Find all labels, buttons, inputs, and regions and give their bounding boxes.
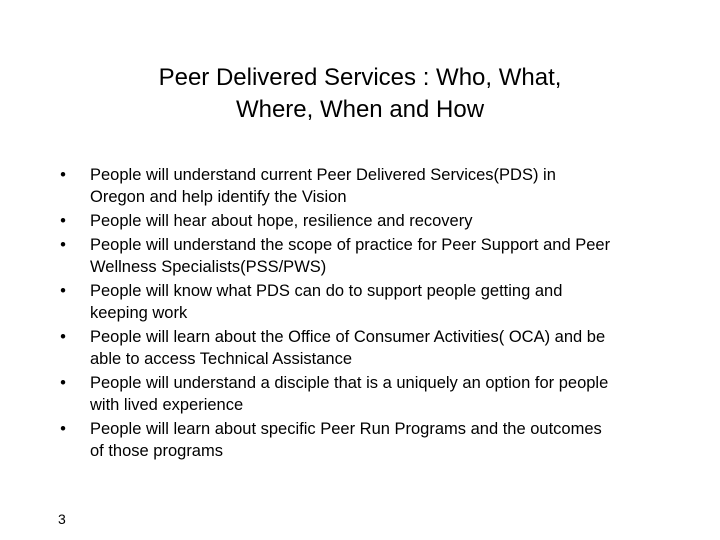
- bullet-text: Oregon and help identify the Vision: [90, 188, 347, 206]
- bullet-item: [56, 372, 676, 416]
- bullet-dot: •: [60, 420, 66, 438]
- bullet-text: of those programs: [90, 442, 223, 460]
- bullet-text: keeping work: [90, 304, 188, 322]
- page-number: 3: [58, 511, 66, 527]
- bullet-item: [56, 234, 676, 278]
- bullet-text: with lived experience: [90, 396, 244, 414]
- bullet-text: able to access Technical Assistance: [90, 350, 353, 368]
- bullet-text: People will hear about hope, resilience and recovery: [90, 212, 473, 230]
- bullet-dot: •: [60, 374, 66, 392]
- slide-title: [40, 62, 680, 126]
- bullet-item: [56, 280, 676, 324]
- bullet-text: People will understand a disciple that is a uniquely an option for people: [90, 374, 609, 392]
- bullet-dot: •: [60, 212, 66, 230]
- bullet-dot: •: [60, 282, 66, 300]
- title-line-1: Peer Delivered Services : Who, What,: [158, 64, 562, 91]
- bullet-item: [56, 210, 676, 232]
- bullet-text: People will know what PDS can do to support people getting and: [90, 282, 563, 300]
- bullet-text: People will understand the scope of practice for Peer Support and Peer: [90, 236, 611, 254]
- bullet-item: [56, 418, 676, 462]
- bullet-dot: •: [60, 328, 66, 346]
- bullet-item: [56, 164, 676, 208]
- bullet-list: [56, 164, 676, 464]
- bullet-text: People will understand current Peer Delivered Services(PDS) in: [90, 166, 556, 184]
- bullet-dot: •: [60, 166, 66, 184]
- bullet-item: [56, 326, 676, 370]
- bullet-text: People will learn about the Office of Consumer Activities( OCA) and be: [90, 328, 606, 346]
- title-line-2: Where, When and How: [235, 96, 485, 123]
- bullet-dot: •: [60, 236, 66, 254]
- bullet-text: People will learn about specific Peer Run Programs and the outcomes: [90, 420, 602, 438]
- bullet-text: Wellness Specialists(PSS/PWS): [90, 258, 327, 276]
